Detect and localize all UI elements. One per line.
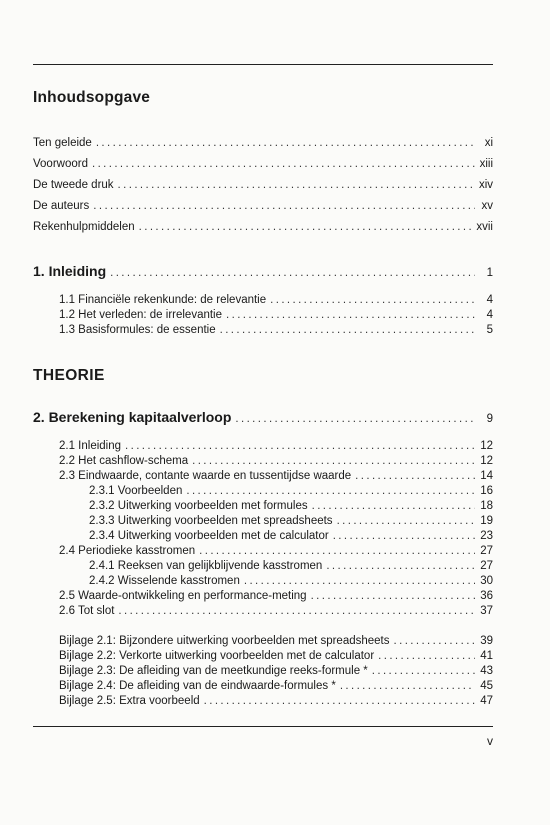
leader-dots — [312, 499, 475, 514]
entry-label: 2.1 Inleiding — [59, 440, 122, 452]
toc-appendix-2-1[interactable] — [59, 634, 493, 649]
entry-page: 23 — [480, 530, 493, 542]
leader-dots — [235, 410, 475, 428]
entry-page: 47 — [480, 695, 493, 707]
toc-entry-ten-geleide[interactable] — [33, 136, 493, 151]
entry-label: 2.3.4 Uitwerking voorbeelden met de calculator — [89, 530, 329, 542]
toc-entry-2-3-2[interactable] — [89, 499, 493, 514]
entry-label: 2.2 Het cashflow-schema — [59, 455, 189, 467]
entry-page: 16 — [480, 485, 493, 497]
entry-page: 18 — [480, 500, 493, 512]
top-rule — [33, 64, 493, 65]
entry-label: 2.5 Waarde-ontwikkeling en performance-meting — [59, 590, 307, 602]
entry-page: 4 — [486, 309, 493, 321]
entry-label: 2.4.1 Reeksen van gelijkblijvende kasstromen — [89, 560, 323, 572]
toc-entry-2-3-3[interactable] — [89, 514, 493, 529]
toc-appendix-2-3[interactable] — [59, 664, 493, 679]
leader-dots — [186, 484, 475, 499]
toc-chapter-1[interactable] — [33, 262, 493, 282]
entry-label: Ten geleide — [33, 137, 92, 149]
section-heading-theorie: THEORIE — [33, 367, 105, 384]
entry-page: 5 — [486, 324, 493, 336]
entry-label: 2.3.2 Uitwerking voorbeelden met formules — [89, 500, 308, 512]
entry-page: 36 — [480, 590, 493, 602]
entry-page: 12 — [480, 440, 493, 452]
entry-label: Voorwoord — [33, 158, 88, 170]
entry-page: xiv — [478, 179, 493, 191]
toc-entry-2-2[interactable] — [59, 454, 493, 469]
entry-page: 37 — [480, 605, 493, 617]
entry-label: 2.4 Periodieke kasstromen — [59, 545, 196, 557]
entry-label: 2.3 Eindwaarde, contante waarde en tussentijdse waarde — [59, 470, 352, 482]
leader-dots — [270, 293, 475, 308]
entry-page: 41 — [480, 650, 493, 662]
entry-page: 14 — [480, 470, 493, 482]
entry-label: 2.6 Tot slot — [59, 605, 115, 617]
entry-label: 2.4.2 Wisselende kasstromen — [89, 575, 240, 587]
entry-label: De auteurs — [33, 200, 90, 212]
entry-label: Bijlage 2.5: Extra voorbeeld — [59, 695, 200, 707]
entry-page: 39 — [480, 635, 493, 647]
toc-entry-2-6[interactable] — [59, 604, 493, 619]
leader-dots — [92, 157, 475, 172]
toc-entry-2-4-1[interactable] — [89, 559, 493, 574]
entry-label: 1.2 Het verleden: de irrelevantie — [59, 309, 223, 321]
leader-dots — [378, 649, 475, 664]
leader-dots — [337, 514, 475, 529]
entry-page: xi — [484, 137, 493, 149]
entry-page: 4 — [486, 294, 493, 306]
leader-dots — [226, 308, 475, 323]
toc-appendix-2-2[interactable] — [59, 649, 493, 664]
entry-page: xiii — [479, 158, 493, 170]
chapter-page: 9 — [486, 413, 493, 425]
toc-entry-tweede-druk[interactable] — [33, 178, 493, 193]
leader-dots — [244, 574, 475, 589]
chapter-label: 1. Inleiding — [33, 263, 107, 279]
entry-page: 27 — [480, 560, 493, 572]
toc-entry-2-3-4[interactable] — [89, 529, 493, 544]
entry-label: Bijlage 2.1: Bijzondere uitwerking voorbeelden met spreadsheets — [59, 635, 390, 647]
entry-label: De tweede druk — [33, 179, 114, 191]
leader-dots — [355, 469, 475, 484]
leader-dots — [333, 529, 475, 544]
leader-dots — [118, 604, 475, 619]
bottom-rule — [33, 726, 493, 727]
leader-dots — [125, 439, 475, 454]
leader-dots — [340, 679, 475, 694]
toc-entry-voorwoord[interactable] — [33, 157, 493, 172]
toc-entry-rekenhulpmiddelen[interactable] — [33, 220, 493, 235]
entry-label: 2.3.3 Uitwerking voorbeelden met spreadsheets — [89, 515, 333, 527]
entry-page: 30 — [480, 575, 493, 587]
entry-label: Bijlage 2.4: De afleiding van de eindwaarde-formules * — [59, 680, 336, 692]
toc-entry-2-3-1[interactable] — [89, 484, 493, 499]
chapter-page: 1 — [486, 267, 493, 279]
toc-entry-1-1[interactable] — [59, 293, 493, 308]
leader-dots — [394, 634, 475, 649]
leader-dots — [139, 220, 473, 235]
toc-entry-auteurs[interactable] — [33, 199, 493, 214]
leader-dots — [192, 454, 475, 469]
toc-entry-2-1[interactable] — [59, 439, 493, 454]
entry-label: Rekenhulpmiddelen — [33, 221, 135, 233]
toc-entry-2-5[interactable] — [59, 589, 493, 604]
leader-dots — [110, 264, 475, 282]
toc-entry-1-2[interactable] — [59, 308, 493, 323]
entry-page: 19 — [480, 515, 493, 527]
toc-chapter-2[interactable] — [33, 408, 493, 428]
toc-entry-2-3[interactable] — [59, 469, 493, 484]
leader-dots — [372, 664, 475, 679]
entry-label: Bijlage 2.3: De afleiding van de meetkundige reeks-formule * — [59, 665, 368, 677]
leader-dots — [118, 178, 475, 193]
toc-entry-1-3[interactable] — [59, 323, 493, 338]
toc-entry-2-4[interactable] — [59, 544, 493, 559]
entry-page: 27 — [480, 545, 493, 557]
page-number: v — [487, 734, 493, 748]
entry-page: 12 — [480, 455, 493, 467]
toc-appendix-2-4[interactable] — [59, 679, 493, 694]
entry-page: xvii — [476, 221, 493, 233]
toc-appendix-2-5[interactable] — [59, 694, 493, 709]
toc-entry-2-4-2[interactable] — [89, 574, 493, 589]
entry-page: xv — [481, 200, 493, 212]
entry-label: Bijlage 2.2: Verkorte uitwerking voorbeelden met de calculator — [59, 650, 375, 662]
leader-dots — [220, 323, 475, 338]
entry-label: 1.3 Basisformules: de essentie — [59, 324, 216, 336]
entry-page: 45 — [480, 680, 493, 692]
leader-dots — [204, 694, 475, 709]
leader-dots — [326, 559, 475, 574]
leader-dots — [96, 136, 475, 151]
entry-page: 43 — [480, 665, 493, 677]
leader-dots — [311, 589, 475, 604]
entry-label: 1.1 Financiële rekenkunde: de relevantie — [59, 294, 267, 306]
leader-dots — [199, 544, 475, 559]
leader-dots — [93, 199, 475, 214]
chapter-label: 2. Berekening kapitaalverloop — [33, 409, 232, 425]
toc-title: Inhoudsopgave — [33, 89, 151, 106]
entry-label: 2.3.1 Voorbeelden — [89, 485, 183, 497]
